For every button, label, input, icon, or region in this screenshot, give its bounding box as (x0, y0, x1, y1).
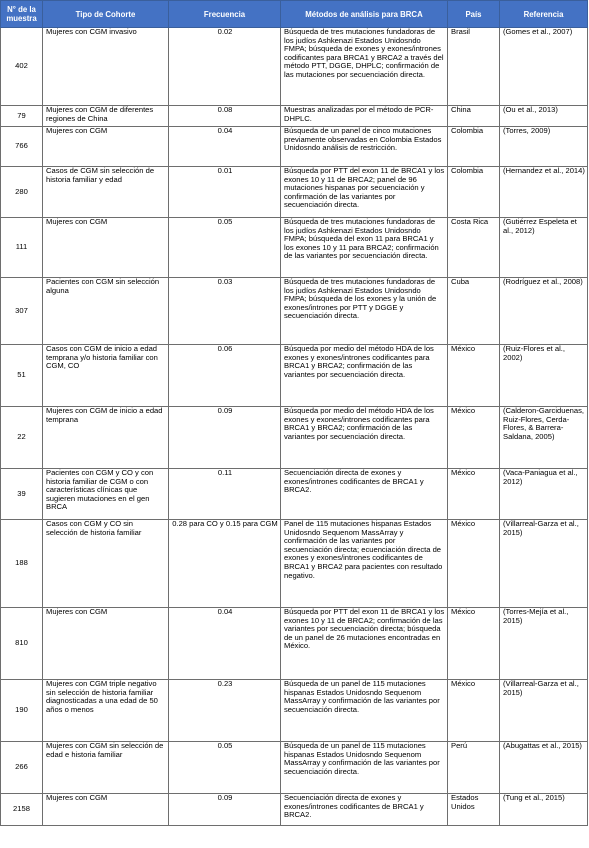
cell-methods: Búsqueda de tres mutaciones fundadoras de los judíos Ashkenazi Estados Unidosndo FMPA; búsqueda de los exones y la unión de exones/intrones por PTT y DGGE y secuenciación directa. (281, 278, 448, 345)
cell-country: México (448, 608, 500, 680)
cell-methods: Búsqueda por PTT del exon 11 de BRCA1 y los exones 10 y 11 de BRCA2; confirmación de las variantes por secuenciación directa; búsqueda de un panel de 26 mutaciones encontradas en México. (281, 608, 448, 680)
table-row (1, 407, 588, 469)
cell-reference: (Rodríguez et al., 2008) (500, 278, 588, 345)
cell-reference: (Villarreal-Garza et al., 2015) (500, 520, 588, 608)
cell-cohort-type: Casos de CGM sin selección de historia familiar y edad (43, 167, 169, 218)
cell-country: México (448, 469, 500, 520)
cell-frequency: 0.09 (169, 407, 281, 469)
table-row (1, 742, 588, 794)
cell-country: Perú (448, 742, 500, 794)
table-row (1, 218, 588, 278)
cell-frequency: 0.03 (169, 278, 281, 345)
cell-reference: (Gutiérrez Espeleta et al., 2012) (500, 218, 588, 278)
table-row (1, 469, 588, 520)
cell-reference: (Ou et al., 2013) (500, 106, 588, 127)
header-methods: Métodos de análisis para BRCA (281, 1, 448, 28)
header-reference: Referencia (500, 1, 588, 28)
cell-frequency: 0.02 (169, 28, 281, 106)
cell-country: México (448, 680, 500, 742)
cell-country: China (448, 106, 500, 127)
cell-frequency: 0.09 (169, 794, 281, 826)
cell-reference: (Torres-Mejía et al., 2015) (500, 608, 588, 680)
table-row (1, 127, 588, 167)
cell-sample-size: 280 (1, 167, 43, 218)
cell-methods: Panel de 115 mutaciones hispanas Estados Unidosndo Sequenom MassArray y confirmación de las variantes por secuenciación directa; ecuenciación directa de exones y exones/intrones codificantes de BRCA1 y BRCA2 para pacientes con resultado negativo. (281, 520, 448, 608)
table-row (1, 278, 588, 345)
cell-country: México (448, 407, 500, 469)
table-row (1, 680, 588, 742)
cell-frequency: 0.28 para CO y 0.15 para CGM (169, 520, 281, 608)
cell-country: México (448, 520, 500, 608)
cell-sample-size: 810 (1, 608, 43, 680)
cell-country: Cuba (448, 278, 500, 345)
cell-reference: (Abugattas et al., 2015) (500, 742, 588, 794)
cell-cohort-type: Pacientes con CGM sin selección alguna (43, 278, 169, 345)
table-row (1, 520, 588, 608)
table-row (1, 106, 588, 127)
cell-cohort-type: Mujeres con CGM triple negativo sin selección de historia familiar diagnosticadas a una edad de 50 años o menos (43, 680, 169, 742)
cell-frequency: 0.08 (169, 106, 281, 127)
cell-sample-size: 188 (1, 520, 43, 608)
table-row (1, 345, 588, 407)
cell-methods: Muestras analizadas por el método de PCR-DHPLC. (281, 106, 448, 127)
cell-country: Brasil (448, 28, 500, 106)
cell-sample-size: 22 (1, 407, 43, 469)
cell-cohort-type: Mujeres con CGM (43, 794, 169, 826)
cell-methods: Secuenciación directa de exones y exones/intrones codificantes de BRCA1 y BRCA2. (281, 469, 448, 520)
cell-reference: (Calderon-Garciduenas, Ruiz-Flores, Cerda-Flores, & Barrera-Saldana, 2005) (500, 407, 588, 469)
cell-country: Colombia (448, 127, 500, 167)
cell-cohort-type: Casos con CGM y CO sin selección de historia familiar (43, 520, 169, 608)
cell-cohort-type: Mujeres con CGM (43, 608, 169, 680)
cell-reference: (Vaca-Paniagua et al., 2012) (500, 469, 588, 520)
cell-sample-size: 111 (1, 218, 43, 278)
cell-reference: (Hernandez et al., 2014) (500, 167, 588, 218)
cell-sample-size: 307 (1, 278, 43, 345)
cell-sample-size: 266 (1, 742, 43, 794)
cell-methods: Búsqueda por PTT del exon 11 de BRCA1 y los exones 10 y 11 de BRCA2; panel de 96 mutaciones hispanas por secuenciación y confirmación de las variantes por secuenciación directa. (281, 167, 448, 218)
cell-methods: Búsqueda por medio del método HDA de los exones y exones/intrones codificantes para BRCA1 y BRCA2; confirmación de las variantes por secuenciación directa. (281, 407, 448, 469)
cell-methods: Búsqueda de un panel de cinco mutaciones previamente observadas en Colombia Estados Unidosndo análisis de restricción. (281, 127, 448, 167)
cell-country: México (448, 345, 500, 407)
table-row (1, 794, 588, 826)
cell-sample-size: 39 (1, 469, 43, 520)
cell-cohort-type: Mujeres con CGM invasivo (43, 28, 169, 106)
cell-methods: Búsqueda de tres mutaciones fundadoras de los judíos Ashkenazi Estados Unidosndo FMPA; búsqueda de exones y exones/intrones codificantes para BRCA1 y BRCA2 a través del método PTT, DGGE, DHPLC; confirmación de las mutaciones por secuenciación directa. (281, 28, 448, 106)
cell-sample-size: 79 (1, 106, 43, 127)
cell-cohort-type: Mujeres con CGM (43, 127, 169, 167)
cell-methods: Búsqueda por medio del método HDA de los exones y exones/intrones codificantes para BRCA1 y BRCA2; confirmación de las variantes por secuenciación directa. (281, 345, 448, 407)
cell-cohort-type: Pacientes con CGM y CO y con historia familiar de CGM o con características clínicas que sugieren mutaciones en el gen BRCA (43, 469, 169, 520)
header-country: País (448, 1, 500, 28)
cell-reference: (Gomes et al., 2007) (500, 28, 588, 106)
cell-country: Estados Unidos (448, 794, 500, 826)
cell-methods: Búsqueda de tres mutaciones fundadoras de los judíos Ashkenazi Estados Unidosndo FMPA; búsqueda del exon 11 para BRCA1 y los exones 10 y 11 para BRCA2; confirmación de las variantes por secuenciación directa. (281, 218, 448, 278)
cell-frequency: 0.01 (169, 167, 281, 218)
cell-cohort-type: Mujeres con CGM de diferentes regiones de China (43, 106, 169, 127)
header-row (1, 1, 588, 28)
cell-sample-size: 402 (1, 28, 43, 106)
cell-country: Costa Rica (448, 218, 500, 278)
cell-reference: (Ruiz-Flores et al., 2002) (500, 345, 588, 407)
cell-methods: Secuenciación directa de exones y exones/intrones codificantes de BRCA1 y BRCA2. (281, 794, 448, 826)
cell-methods: Búsqueda de un panel de 115 mutaciones hispanas Estados Unidosndo Sequenom MassArray y confirmación de las variantes por secuenciación directa. (281, 742, 448, 794)
cell-frequency: 0.05 (169, 742, 281, 794)
cell-frequency: 0.04 (169, 127, 281, 167)
cell-reference: (Villarreal-Garza et al., 2015) (500, 680, 588, 742)
table-row (1, 608, 588, 680)
cell-cohort-type: Mujeres con CGM de inicio a edad temprana (43, 407, 169, 469)
header-frequency: Frecuencia (169, 1, 281, 28)
cell-cohort-type: Casos con CGM de inicio a edad temprana y/o historia familiar con CGM, CO (43, 345, 169, 407)
table-row (1, 28, 588, 106)
cell-frequency: 0.23 (169, 680, 281, 742)
header-cohort-type: Tipo de Cohorte (43, 1, 169, 28)
cell-sample-size: 766 (1, 127, 43, 167)
cell-sample-size: 2158 (1, 794, 43, 826)
cell-sample-size: 190 (1, 680, 43, 742)
cell-methods: Búsqueda de un panel de 115 mutaciones hispanas Estados Unidosndo Sequenom MassArray y confirmación de las variantes por secuenciación directa. (281, 680, 448, 742)
cell-cohort-type: Mujeres con CGM (43, 218, 169, 278)
cell-cohort-type: Mujeres con CGM sin selección de edad e historia familiar (43, 742, 169, 794)
table-row (1, 167, 588, 218)
cell-reference: (Tung et al., 2015) (500, 794, 588, 826)
cell-sample-size: 51 (1, 345, 43, 407)
cell-frequency: 0.11 (169, 469, 281, 520)
cell-frequency: 0.05 (169, 218, 281, 278)
cell-frequency: 0.06 (169, 345, 281, 407)
header-sample-size: N° de la muestra (1, 1, 43, 28)
cell-country: Colombia (448, 167, 500, 218)
cell-reference: (Torres, 2009) (500, 127, 588, 167)
cell-frequency: 0.04 (169, 608, 281, 680)
